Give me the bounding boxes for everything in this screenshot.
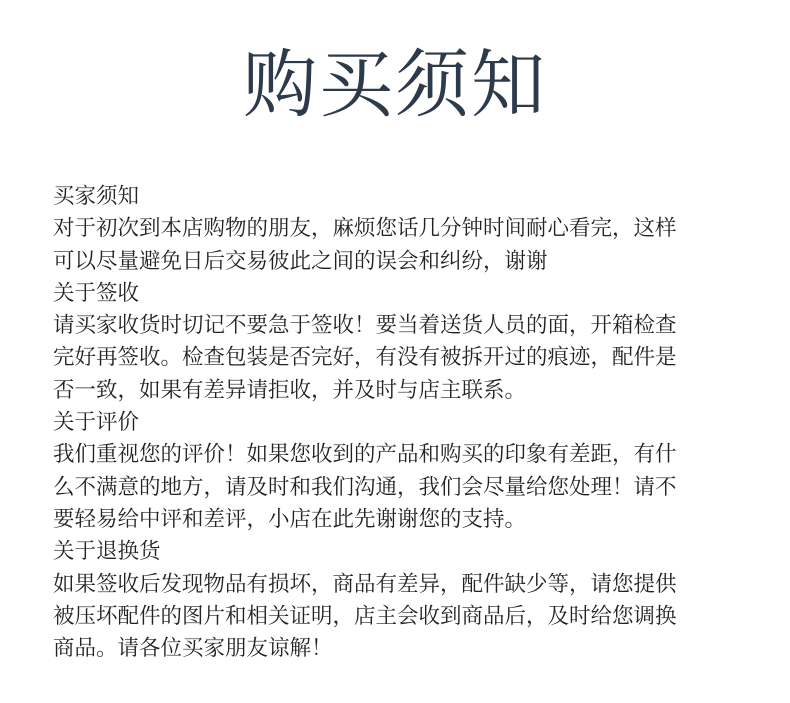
paragraph-line: 请买家收货时切记不要急于签收！要当着送货人员的面，开箱检查 xyxy=(53,313,677,339)
paragraph-line: 我们重视您的评价！如果您收到的产品和购买的印象有差距，有什 xyxy=(53,442,677,468)
notice-content xyxy=(53,181,753,665)
paragraph-line: 商品。请各位买家朋友谅解！ xyxy=(53,636,333,662)
section-heading-reviews: 关于评价 xyxy=(53,410,140,436)
paragraph-line: 对于初次到本店购物的朋友，麻烦您话几分钟时间耐心看完，这样 xyxy=(53,216,677,242)
paragraph-line: 可以尽量避免日后交易彼此之间的误会和纠纷，谢谢 xyxy=(53,248,548,274)
page-title: 购买须知 xyxy=(243,42,547,128)
section-heading-returns: 关于退换货 xyxy=(53,539,161,565)
paragraph-line: 要轻易给中评和差评，小店在此先谢谢您的支持。 xyxy=(53,506,527,532)
paragraph-line: 如果签收后发现物品有损坏，商品有差异，配件缺少等，请您提供 xyxy=(53,571,677,597)
paragraph-line: 完好再签收。检查包装是否完好，有没有被拆开过的痕迹，配件是 xyxy=(53,345,677,371)
paragraph-line: 被压坏配件的图片和相关证明，店主会收到商品后，及时给您调换 xyxy=(53,603,677,629)
paragraph-line: 否一致，如果有差异请拒收，并及时与店主联系。 xyxy=(53,377,527,403)
section-heading-signing: 关于签收 xyxy=(53,280,140,306)
paragraph-line: 么不满意的地方，请及时和我们沟通，我们会尽量给您处理！请不 xyxy=(53,474,677,500)
section-heading-buyer-notice: 买家须知 xyxy=(53,184,140,209)
